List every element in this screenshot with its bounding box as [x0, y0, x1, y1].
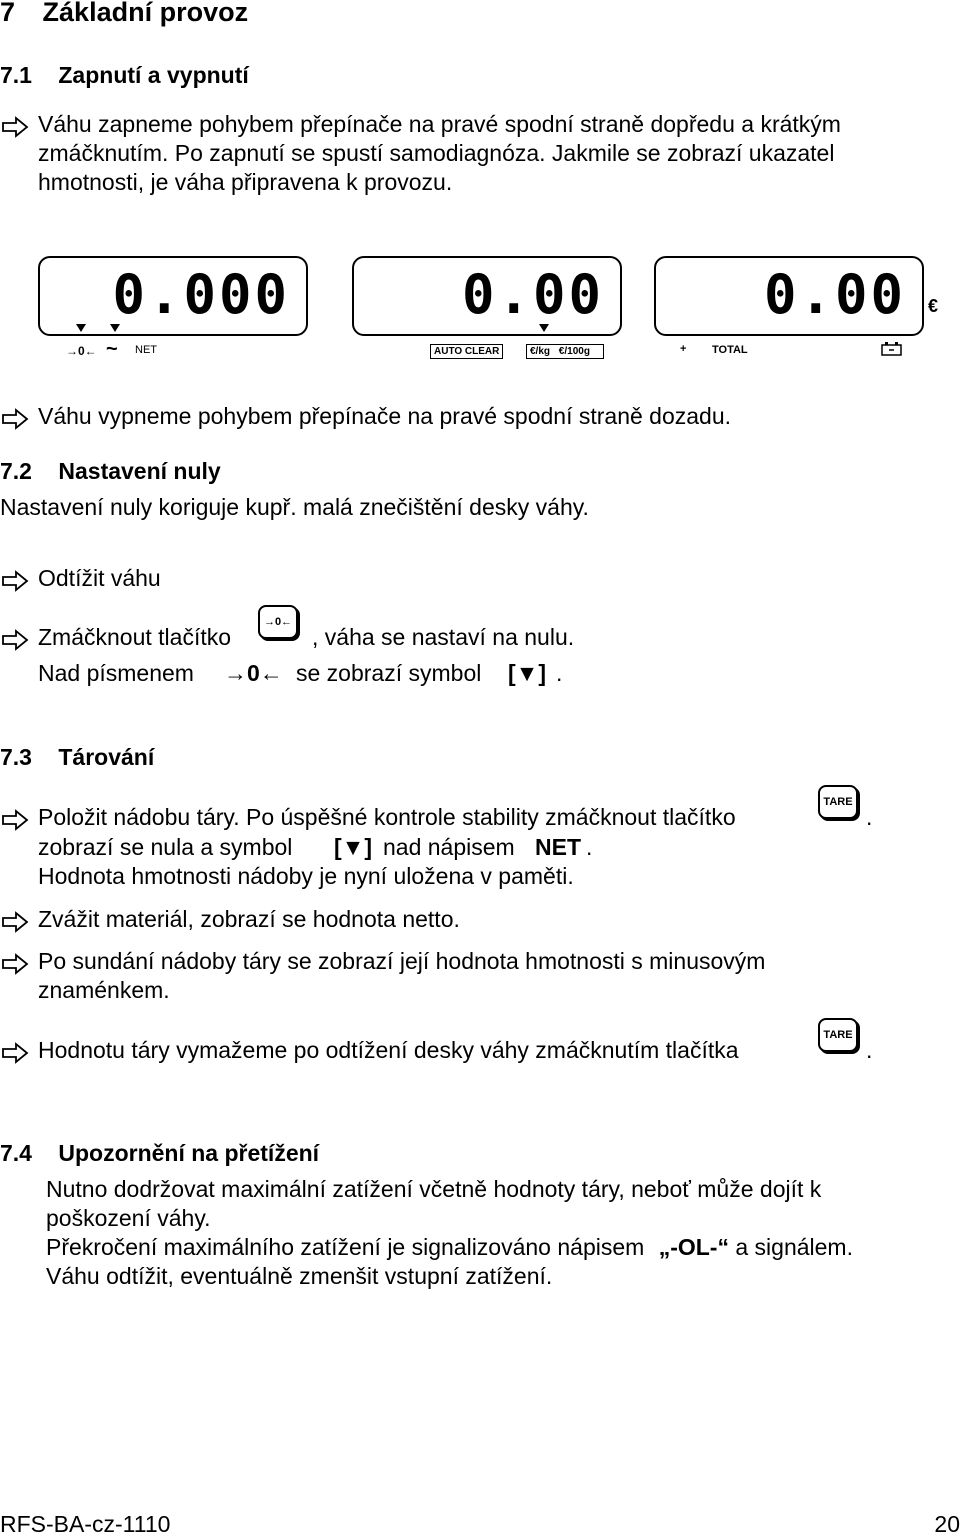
unit-price-label [526, 344, 604, 359]
section-intro: Nastavení nuly koriguje kupř. malá znečištění desky váhy. [0, 494, 589, 520]
section-title: Upozornění na přetížení [58, 1140, 320, 1166]
text-line: hmotnosti, je váha připravena k provozu. [38, 169, 453, 195]
text-line: . [866, 1037, 873, 1063]
chapter-heading [0, 0, 248, 28]
total-label: TOTAL [712, 344, 748, 356]
auto-clear-label: AUTO CLEAR [430, 344, 503, 359]
hollow-arrow-icon [0, 116, 30, 138]
hollow-arrow-icon [0, 1042, 30, 1064]
triangle-marker: [▼] [334, 834, 373, 860]
text-line: . [866, 804, 873, 830]
display-2-value: 0.00 [461, 263, 604, 326]
text-line: Nad písmenem [38, 660, 194, 686]
tare-key-icon: TARE [818, 785, 858, 819]
chapter-number: 7 [0, 0, 16, 27]
hollow-arrow-icon [0, 408, 30, 430]
display-1 [38, 256, 308, 336]
section-7-2-heading [0, 458, 221, 485]
bullet-remove-container [0, 947, 960, 1007]
hollow-arrow-icon [0, 953, 30, 975]
text-line: nad nápisem [383, 834, 515, 860]
text-line: Zmáčknout tlačítko [38, 624, 232, 650]
display-3 [654, 256, 924, 336]
hollow-arrow-icon [0, 629, 30, 651]
tare-key-icon: TARE [818, 1018, 858, 1052]
net-label: NET [135, 344, 157, 356]
text-line: . [556, 660, 563, 686]
hollow-arrow-icon [0, 911, 30, 933]
text-line: Po sundání nádoby táry se zobrazí její hodnota hmotnosti s minusovým [38, 948, 766, 974]
footer-page-number: 20 [934, 1511, 960, 1537]
per-100g-label: €/100g [558, 346, 590, 357]
text-span: Překročení maximálního zatížení je signalizováno nápisem [46, 1234, 645, 1260]
hollow-arrow-icon [0, 809, 30, 831]
section-title: Tárování [58, 744, 155, 770]
indicator-triangle-icon [539, 324, 549, 332]
zero-symbol: →0← [224, 660, 283, 686]
section-number: 7.3 [0, 744, 32, 770]
indicator-triangle-icon [110, 324, 120, 332]
chapter-title: Základní provoz [42, 0, 249, 27]
section-title: Nastavení nuly [58, 458, 221, 484]
plus-symbol: + [680, 343, 687, 355]
ol-indicator: „-OL-“ [658, 1234, 729, 1260]
text-line: Zvážit materiál, zobrazí se hodnota netto. [38, 906, 460, 932]
section-number: 7.1 [0, 62, 32, 88]
text-line: zobrazí se nula a symbol [38, 834, 293, 860]
text-line: Hodnota hmotnosti nádoby je nyní uložena v paměti. [38, 863, 574, 889]
section-7-3-heading [0, 744, 154, 771]
text-line: se zobrazí symbol [296, 660, 482, 686]
overload-paragraph [46, 1175, 956, 1291]
text-line: poškození váhy. [46, 1205, 211, 1231]
display-illustrations [0, 250, 960, 365]
per-kg-label: €/kg [530, 346, 551, 357]
display-3-value: 0.00 [763, 263, 906, 326]
text-line: Odtížit váhu [38, 565, 161, 591]
text-line: Váhu vypneme pohybem přepínače na pravé spodní straně dozadu. [38, 403, 732, 429]
currency-symbol: € [928, 296, 939, 316]
text-line: Hodnotu táry vymažeme po odtížení desky váhy zmáčknutím tlačítka [38, 1037, 739, 1063]
text-line [46, 1233, 956, 1262]
triangle-marker: [▼] [508, 660, 547, 686]
text-line: zmáčknutím. Po zapnutí se spustí samodiagnóza. Jakmile se zobrazí ukazatel [38, 140, 835, 166]
section-7-4-heading [0, 1140, 319, 1167]
zero-symbol: →0← [66, 344, 97, 358]
text-span: a signálem. [735, 1234, 853, 1260]
text-line: znaménkem. [38, 977, 170, 1003]
stability-symbol: ~ [106, 338, 118, 360]
text-line: Nutno dodržovat maximální zatížení včetně hodnoty táry, neboť může dojít k [46, 1176, 822, 1202]
section-number: 7.2 [0, 458, 32, 484]
bullet-zero-key [0, 616, 960, 687]
indicator-triangle-icon [76, 324, 86, 332]
zero-key-icon: →0← [258, 605, 298, 639]
display-2 [352, 256, 622, 336]
text-line: Položit nádobu táry. Po úspěšné kontrole stability zmáčknout tlačítko [38, 804, 736, 830]
display-1-value: 0.000 [112, 263, 290, 326]
text-line: , váha se nastaví na nulu. [312, 624, 575, 650]
text-line: . [586, 834, 593, 860]
hollow-arrow-icon [0, 570, 30, 592]
section-number: 7.4 [0, 1140, 32, 1166]
section-title: Zapnutí a vypnutí [58, 62, 249, 88]
net-label: NET [535, 834, 581, 860]
section-7-1-heading [0, 62, 249, 89]
battery-icon [881, 342, 903, 356]
text-line: Váhu odtížit, eventuálně zmenšit vstupní zatížení. [46, 1263, 553, 1289]
text-line: Váhu zapneme pohybem přepínače na pravé spodní straně dopředu a krátkým [38, 111, 841, 137]
bullet-tare-place [0, 796, 960, 895]
footer-doc-id: RFS-BA-cz-1110 [0, 1511, 171, 1537]
